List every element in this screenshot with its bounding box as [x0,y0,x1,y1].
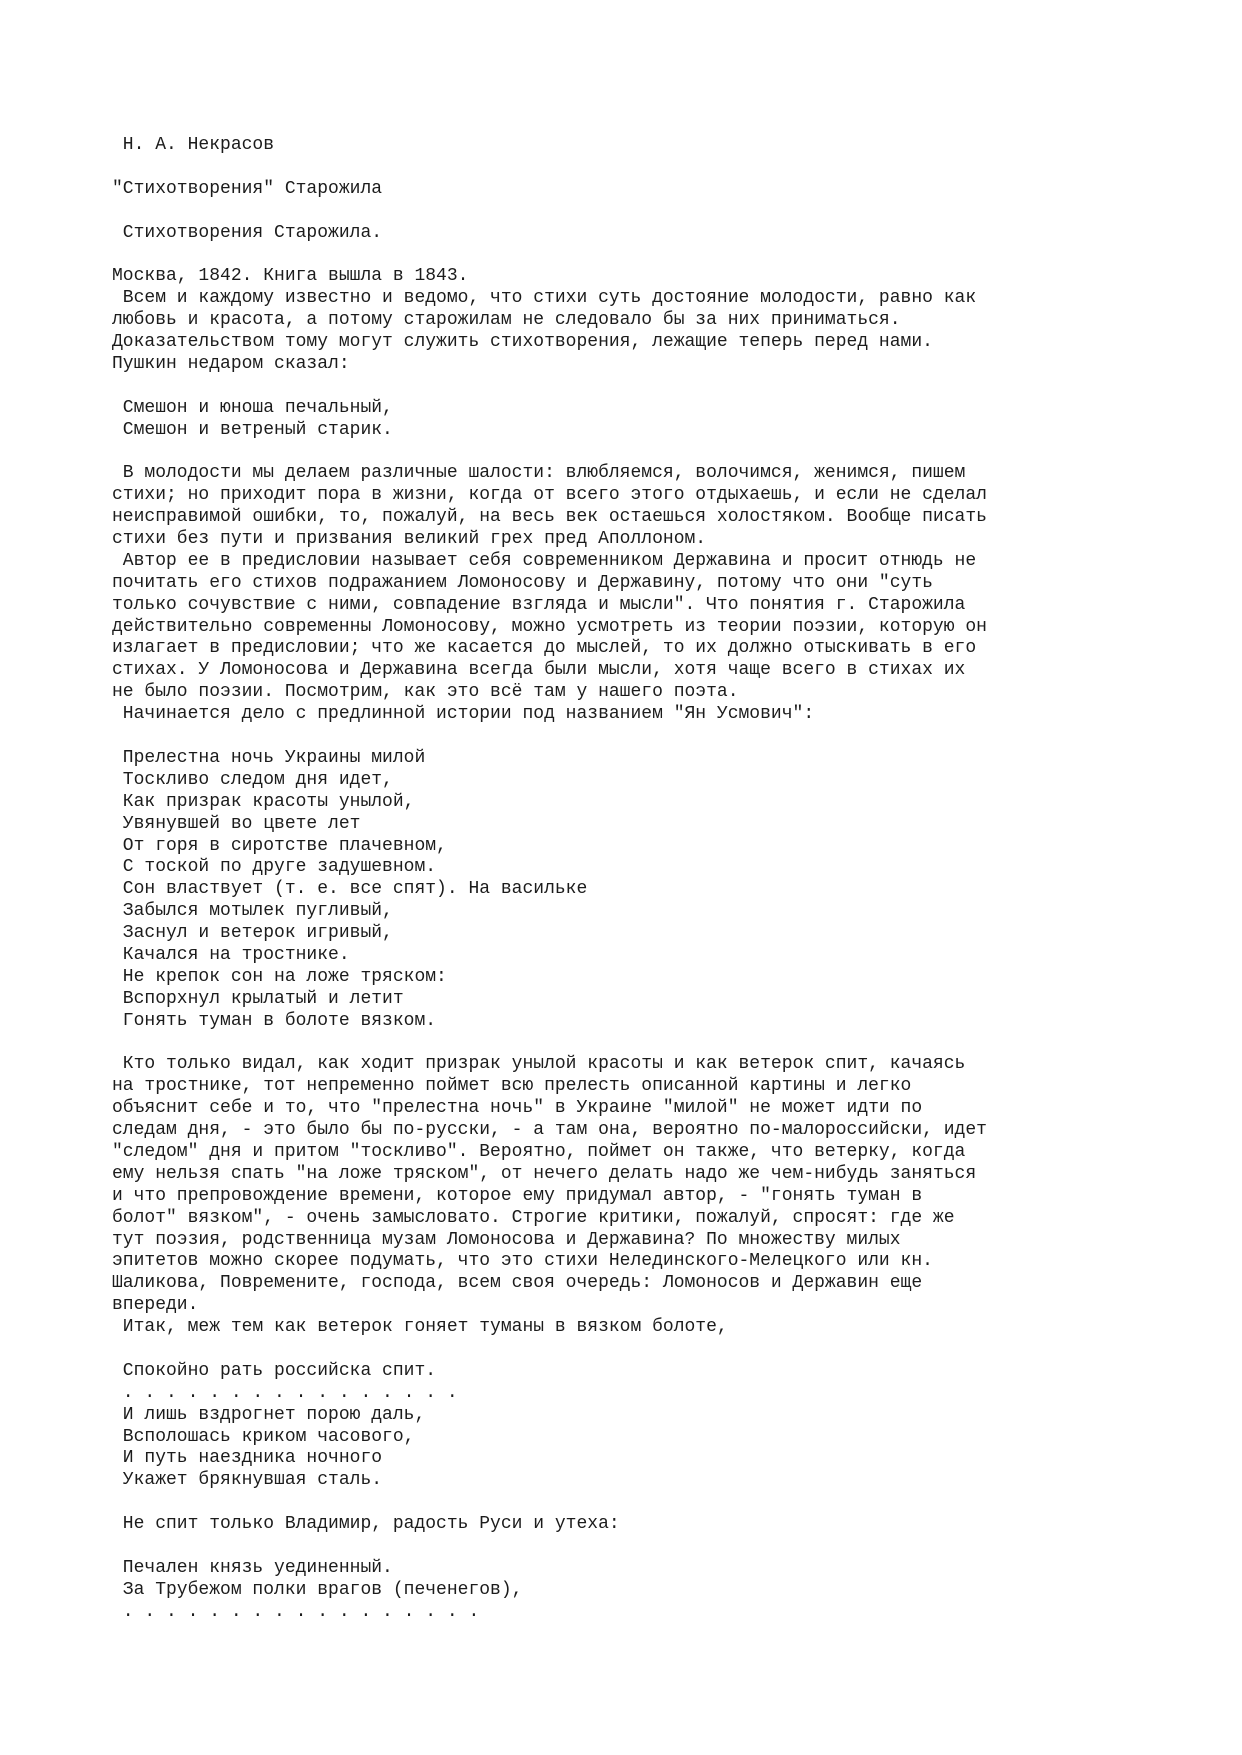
text-line: Печален князь уединенный. [112,1557,393,1578]
text-line: Автор ее в предисловии называет себя современником Державина и просит отнюдь не [112,550,977,571]
blank-line [112,157,1132,179]
text-line: Москва, 1842. Книга вышла в 1843. [112,266,469,287]
text-line: "Стихотворения" Старожила [112,178,383,199]
text-line: Смешон и ветреный старик. [112,419,393,440]
text-line: Н. А. Некрасов [112,135,275,155]
text-line: излагает в предисловии; что же касается до мыслей, то их должно отыскивать в его [112,638,977,659]
text-line: . . . . . . . . . . . . . . . . . [112,1601,480,1622]
text-line: От горя в сиротстве плачевном, [112,835,447,856]
text-line: И лишь вздрогнет порою даль, [112,1404,426,1425]
text-line: Как призрак красоты унылой, [112,791,415,812]
text-line: Смешон и юноша печальный, [112,397,393,418]
text-line: Начинается дело с предлинной истории под названием "Ян Усмович": [112,704,815,725]
text-line: Увянувшей во цвете лет [112,813,361,834]
text-line: любовь и красота, а потому старожилам не следовало бы за них приниматься. [112,310,901,331]
text-line: Тоскливо следом дня идет, [112,769,393,790]
text-line: Гонять туман в болоте вязком. [112,1010,437,1031]
text-line: Сон властвует (т. е. все спят). На васильке [112,879,588,900]
text-line: . . . . . . . . . . . . . . . . [112,1382,458,1403]
text-line: С тоской по друге задушевном. [112,857,437,878]
text-line: Всполошась криком часового, [112,1426,415,1447]
blank-line [112,376,1132,398]
text-line: И путь наездника ночного [112,1448,383,1469]
text-line: Стихотворения Старожила. [112,222,383,243]
text-line: Кто только видал, как ходит призрак унылой красоты и как ветерок спит, качаясь [112,1054,966,1075]
blank-line [112,1536,1132,1558]
blank-line [112,1033,1132,1055]
text-line: объяснит себе и то, что "прелестна ночь" в Украине "милой" не может идти по [112,1098,923,1119]
text-line: не было поэзии. Посмотрим, как это всё там у нашего поэта. [112,682,739,703]
text-line: действительно современны Ломоносову, можно усмотреть из теории поэзии, которую он [112,616,987,637]
text-line: на тростнике, тот непременно поймет всю прелесть описанной картины и легко [112,1076,912,1097]
text-line: Доказательством тому могут служить стихотворения, лежащие теперь перед нами. [112,332,933,353]
text-line: Не крепок сон на ложе тряском: [112,966,447,987]
text-line: Не спит только Владимир, радость Руси и утеха: [112,1514,620,1535]
text-line: Качался на тростнике. [112,944,350,965]
blank-line [112,1339,1132,1361]
text-line: ему нельзя спать "на ложе тряском", от нечего делать надо же чем-нибудь заняться [112,1163,977,1184]
blank-line [112,244,1132,266]
text-line: только сочувствие с ними, совпадение взгляда и мысли". Что понятия г. Старожила [112,594,966,615]
text-line: почитать его стихов подражанием Ломоносову и Державину, потому что они "суть [112,572,933,593]
text-line: болот" вязком", - очень замысловато. Строгие критики, пожалуй, спросят: где же [112,1207,955,1228]
text-line: и что препровождение времени, которое ему придумал автор, - "гонять туман в [112,1185,923,1206]
text-line: неисправимой ошибки, то, пожалуй, на весь век остаешься холостяком. Вообще писать [112,507,987,528]
text-line: эпитетов можно скорее подумать, что это стихи Нелединского-Мелецкого или кн. [112,1251,933,1272]
text-line: "следом" дня и притом "тоскливо". Вероятно, поймет он также, что ветерку, когда [112,1141,966,1162]
blank-line [112,726,1132,748]
text-line: Укажет брякнувшая сталь. [112,1470,383,1491]
text-line: Забылся мотылек пугливый, [112,901,393,922]
text-line: Прелестна ночь Украины милой [112,747,426,768]
text-line: Пушкин недаром сказал: [112,353,350,374]
text-line: Итак, меж тем как ветерок гоняет туманы в вязком болоте, [112,1317,728,1338]
text-line: Шаликова, Повремените, господа, всем своя очередь: Ломоносов и Державин еще [112,1273,923,1294]
blank-line [112,441,1132,463]
text-line: Заснул и ветерок игривый, [112,923,393,944]
text-line: тут поэзия, родственница музам Ломоносова и Державина? По множеству милых [112,1229,901,1250]
text-line: Спокойно рать российска спит. [112,1360,437,1381]
text-line: стихах. У Ломоносова и Державина всегда были мысли, хотя чаще всего в стихах их [112,660,966,681]
text-line: стихи; но приходит пора в жизни, когда от всего этого отдыхаешь, и если не сделал [112,485,987,506]
text-line: следам дня, - это было бы по-русски, - а там она, вероятно по-малороссийски, идет [112,1120,987,1141]
blank-line [112,1492,1132,1514]
text-line: Всем и каждому известно и ведомо, что стихи суть достояние молодости, равно как [112,288,977,309]
document-text [112,135,1132,1624]
text-line: Вспорхнул крылатый и летит [112,988,404,1009]
text-line: За Трубежом полки врагов (печенегов), [112,1579,523,1600]
blank-line [112,201,1132,223]
text-line: В молодости мы делаем различные шалости: влюбляемся, волочимся, женимся, пишем [112,463,966,484]
text-line: впереди. [112,1295,199,1316]
text-line: стихи без пути и призвания великий грех пред Аполлоном. [112,529,707,550]
